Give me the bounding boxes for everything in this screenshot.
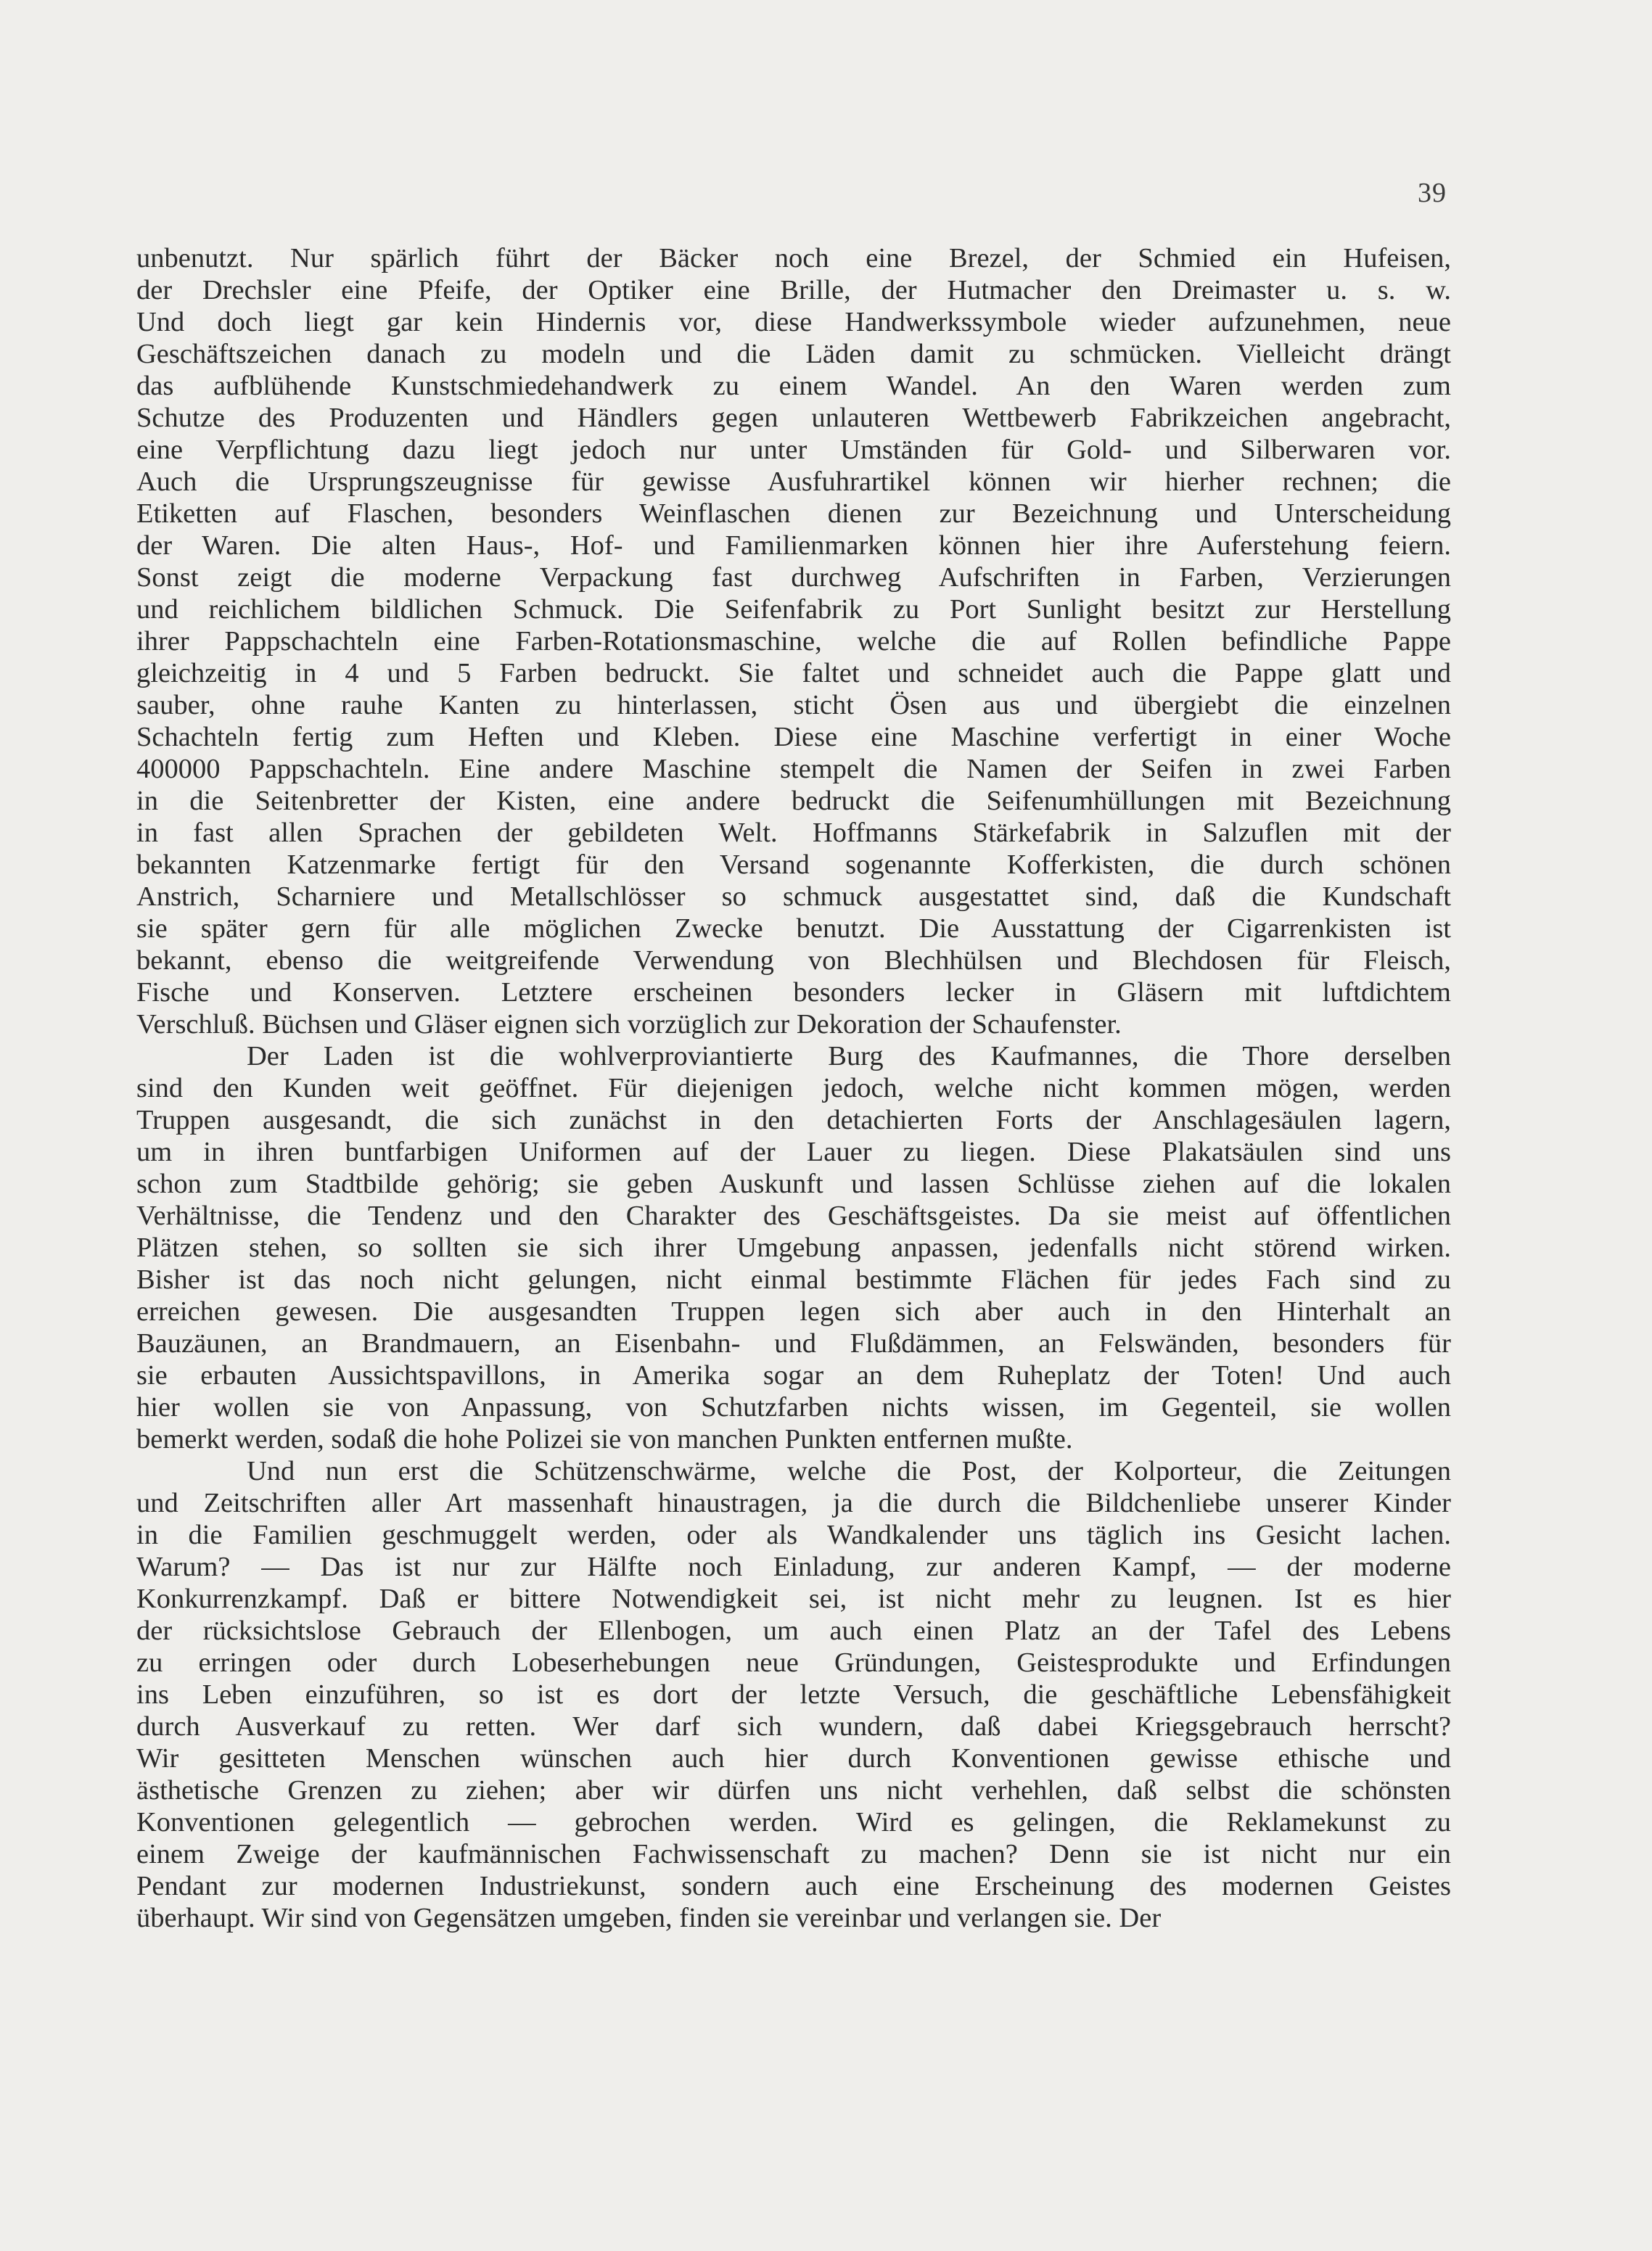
text-line: sauber, ohne rauhe Kanten zu hinterlassen, sticht Ösen aus und übergiebt die einzelnen [136, 690, 1451, 720]
text-line: ästhetische Grenzen zu ziehen; aber wir dürfen uns nicht verhehlen, daß selbst die schönsten [136, 1775, 1451, 1806]
text-line: Anstrich, Scharniere und Metallschlösser so schmuck ausgestattet sind, daß die Kundschaft [136, 881, 1451, 912]
text-line: Und nun erst die Schützenschwärme, welche die Post, der Kolporteur, die Zeitungen [247, 1456, 1451, 1486]
paragraph [136, 242, 1451, 1040]
page-number: 39 [1418, 178, 1447, 208]
text-line: in fast allen Sprachen der gebildeten Welt. Hoffmanns Stärkefabrik in Salzuflen mit der [136, 818, 1451, 848]
text-line: um in ihren buntfarbigen Uniformen auf der Lauer zu liegen. Diese Plakatsäulen sind uns [136, 1137, 1451, 1167]
text-line: Bisher ist das noch nicht gelungen, nicht einmal bestimmte Flächen für jedes Fach sind zu [136, 1264, 1451, 1295]
text-line: gleichzeitig in 4 und 5 Farben bedruckt. Sie faltet und schneidet auch die Pappe glatt und [136, 658, 1451, 688]
paragraph [136, 1455, 1451, 1934]
text-line: unbenutzt. Nur spärlich führt der Bäcker noch eine Brezel, der Schmied ein Hufeisen, [136, 243, 1451, 273]
text-line: Verhältnisse, die Tendenz und den Charakter des Geschäftsgeistes. Da sie meist auf öffentlichen [136, 1201, 1451, 1231]
text-line: der rücksichtslose Gebrauch der Ellenbogen, um auch einen Platz an der Tafel des Lebens [136, 1616, 1451, 1646]
text-line: Wir gesitteten Menschen wünschen auch hier durch Konventionen gewisse ethische und [136, 1743, 1451, 1774]
text-line: überhaupt. Wir sind von Gegensätzen umgeben, finden sie vereinbar und verlangen sie. Der [136, 1903, 1162, 1933]
text-line: in die Seitenbretter der Kisten, eine andere bedruckt die Seifenumhüllungen mit Bezeichnung [136, 786, 1451, 816]
text-line: und reichlichem bildlichen Schmuck. Die Seifenfabrik zu Port Sunlight besitzt zur Herstellung [136, 594, 1451, 625]
text-line: und Zeitschriften aller Art massenhaft hinaustragen, ja die durch die Bildchenliebe unserer Kinder [136, 1488, 1451, 1518]
text-line: bekannt, ebenso die weitgreifende Verwendung von Blechhülsen und Blechdosen für Fleisch, [136, 945, 1451, 976]
text-line: einem Zweige der kaufmännischen Fachwissenschaft zu machen? Denn sie ist nicht nur ein [136, 1839, 1451, 1869]
text-line: in die Familien geschmuggelt werden, oder als Wandkalender uns täglich ins Gesicht lachen. [136, 1520, 1451, 1550]
text-line: Auch die Ursprungszeugnisse für gewisse Ausfuhrartikel können wir hierher rechnen; die [136, 466, 1451, 497]
text-line: Konkurrenzkampf. Daß er bittere Notwendigkeit sei, ist nicht mehr zu leugnen. Ist es hier [136, 1584, 1451, 1614]
text-line: schon zum Stadtbilde gehörig; sie geben Auskunft und lassen Schlüsse ziehen auf die lokalen [136, 1169, 1451, 1199]
text-line: Etiketten auf Flaschen, besonders Weinflaschen dienen zur Bezeichnung und Unterscheidung [136, 498, 1451, 529]
text-line: Sonst zeigt die moderne Verpackung fast durchweg Aufschriften in Farben, Verzierungen [136, 562, 1451, 593]
text-line: zu erringen oder durch Lobeserhebungen neue Gründungen, Geistesprodukte und Erfindungen [136, 1647, 1451, 1678]
text-line: ins Leben einzuführen, so ist es dort der letzte Versuch, die geschäftliche Lebensfähigkeit [136, 1679, 1451, 1710]
text-line: hier wollen sie von Anpassung, von Schutzfarben nichts wissen, im Gegenteil, sie wollen [136, 1392, 1451, 1423]
text-line: Warum? — Das ist nur zur Hälfte noch Einladung, zur anderen Kampf, — der moderne [136, 1552, 1451, 1582]
text-line: ihrer Pappschachteln eine Farben-Rotationsmaschine, welche die auf Rollen befindliche Pappe [136, 626, 1451, 657]
text-line: bemerkt werden, sodaß die hohe Polizei sie von manchen Punkten entfernen mußte. [136, 1424, 1073, 1454]
text-line: Verschluß. Büchsen und Gläser eignen sich vorzüglich zur Dekoration der Schaufenster. [136, 1009, 1122, 1040]
text-line: Bauzäunen, an Brandmauern, an Eisenbahn- und Flußdämmen, an Felswänden, besonders für [136, 1328, 1451, 1359]
paragraph [136, 1040, 1451, 1455]
body-text [136, 242, 1451, 1934]
text-line: Pendant zur modernen Industriekunst, sondern auch eine Erscheinung des modernen Geistes [136, 1871, 1451, 1901]
text-line: der Drechsler eine Pfeife, der Optiker eine Brille, der Hutmacher den Dreimaster u. s. w. [136, 275, 1451, 305]
text-line: Fische und Konserven. Letztere erscheinen besonders lecker in Gläsern mit luftdichtem [136, 977, 1451, 1008]
text-line: Konventionen gelegentlich — gebrochen werden. Wird es gelingen, die Reklamekunst zu [136, 1807, 1451, 1838]
text-line: Und doch liegt gar kein Hindernis vor, diese Handwerkssymbole wieder aufzunehmen, neue [136, 307, 1451, 337]
text-line: Schachteln fertig zum Heften und Kleben. Diese eine Maschine verfertigt in einer Woche [136, 722, 1451, 752]
text-line: Truppen ausgesandt, die sich zunächst in den detachierten Forts der Anschlagesäulen lagern, [136, 1105, 1451, 1135]
text-line: erreichen gewesen. Die ausgesandten Truppen legen sich aber auch in den Hinterhalt an [136, 1296, 1451, 1327]
text-line: durch Ausverkauf zu retten. Wer darf sich wundern, daß dabei Kriegsgebrauch herrscht? [136, 1711, 1451, 1742]
text-line: Der Laden ist die wohlverproviantierte Burg des Kaufmannes, die Thore derselben [247, 1041, 1451, 1071]
text-line: der Waren. Die alten Haus-, Hof- und Familienmarken können hier ihre Auferstehung feiern. [136, 530, 1451, 561]
text-line: Plätzen stehen, so sollten sie sich ihrer Umgebung anpassen, jedenfalls nicht störend wirken. [136, 1233, 1451, 1263]
text-line: sie später gern für alle möglichen Zwecke benutzt. Die Ausstattung der Cigarrenkisten ist [136, 913, 1451, 944]
text-line: Schutze des Produzenten und Händlers gegen unlauteren Wettbewerb Fabrikzeichen angebracht, [136, 403, 1451, 433]
text-line: sie erbauten Aussichtspavillons, in Amerika sogar an dem Ruheplatz der Toten! Und auch [136, 1360, 1451, 1391]
text-line: eine Verpflichtung dazu liegt jedoch nur unter Umständen für Gold- und Silberwaren vor. [136, 435, 1451, 465]
text-line: bekannten Katzenmarke fertigt für den Versand sogenannte Kofferkisten, die durch schönen [136, 849, 1451, 880]
text-line: sind den Kunden weit geöffnet. Für diejenigen jedoch, welche nicht kommen mögen, werden [136, 1073, 1451, 1103]
text-line: Geschäftszeichen danach zu modeln und die Läden damit zu schmücken. Vielleicht drängt [136, 339, 1451, 369]
text-line: 400000 Pappschachteln. Eine andere Maschine stempelt die Namen der Seifen in zwei Farben [136, 754, 1451, 784]
text-line: das aufblühende Kunstschmiedehandwerk zu einem Wandel. An den Waren werden zum [136, 371, 1451, 401]
